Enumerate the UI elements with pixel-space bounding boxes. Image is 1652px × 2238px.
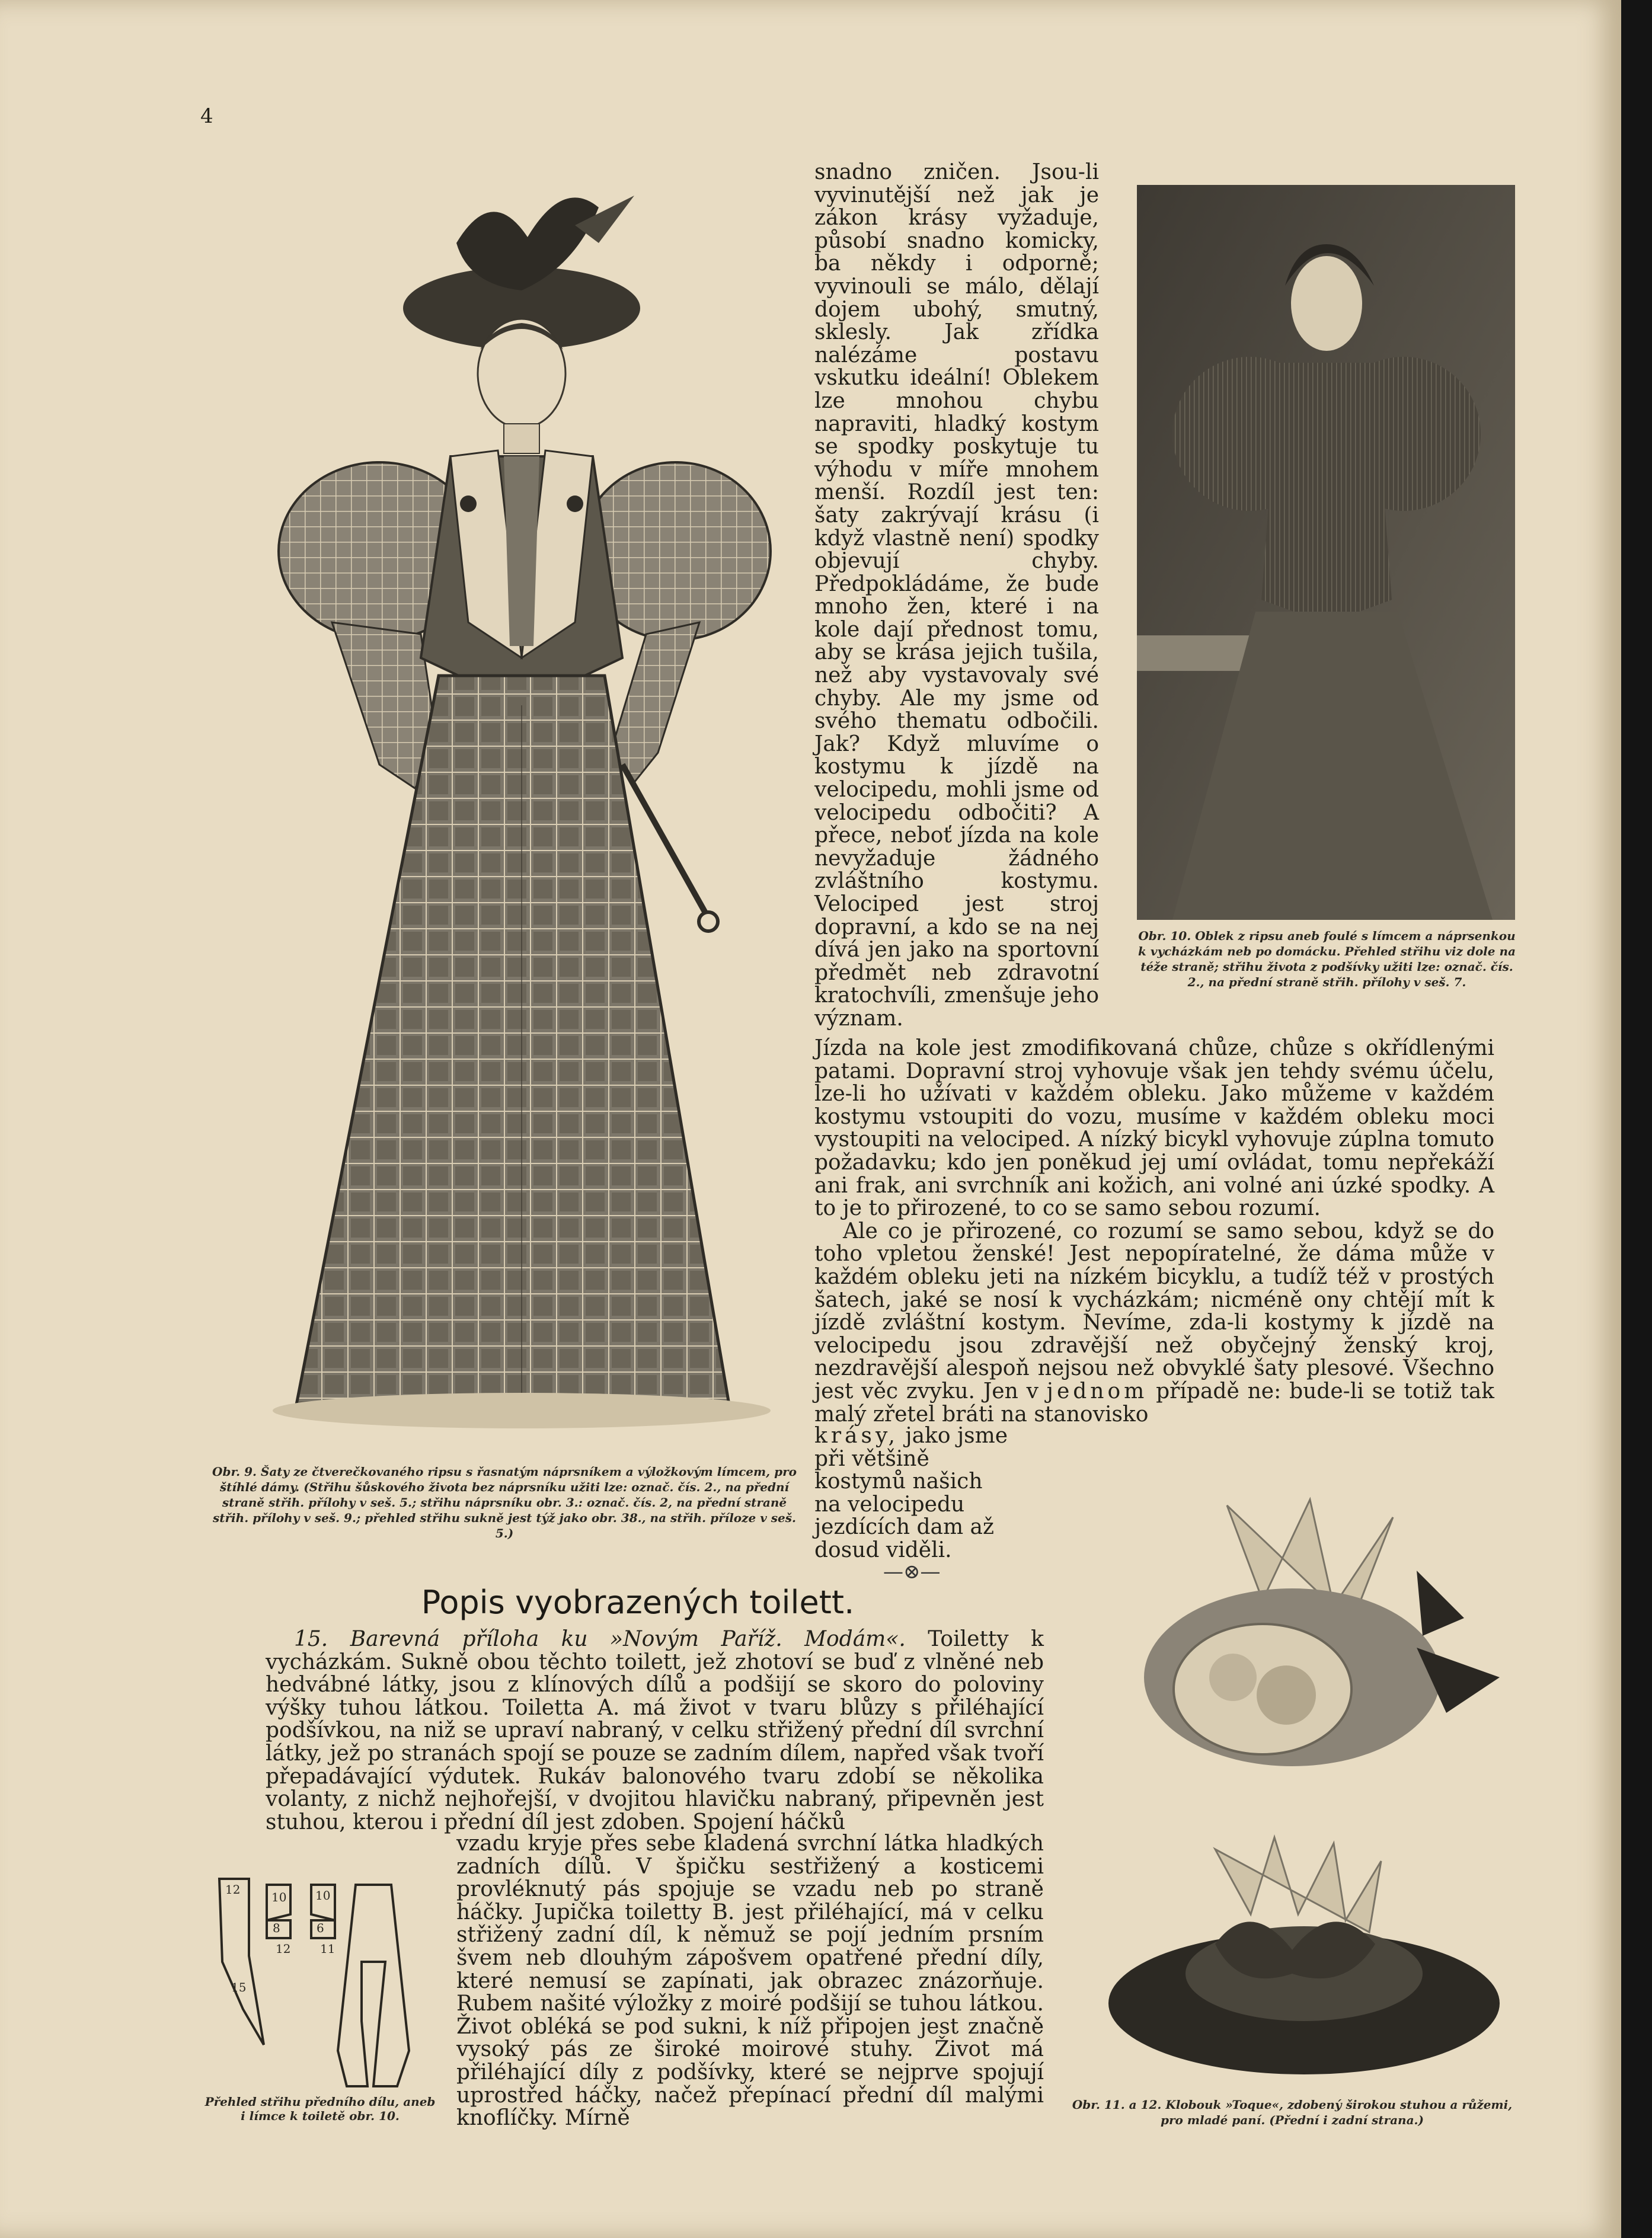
page-number: 4 [200, 104, 213, 128]
pattern-label: 10 [315, 1888, 331, 1903]
illustration-fig11-hat-front [1085, 1482, 1512, 1790]
description-body-continued: vzadu kryje přes sebe kladená svrchní látka hladkých zadních dílů. V špičku sestřižený a kosticemi provléknutý pás spojuje se vzadu neb po straně háčky. Jupička toiletty B. jest přiléhající, má v celku střižený zadní díl, k němuž se pojí jedním prsním švem neb dlouhým zápošvem opatřené přední díly, které nemusí se zapínati, jak obrazec znázorňuje. Rubem našité výložky z moiré podšijí se tuhou látkou. Život obléká se pod sukni, k níž připojen jest značně vysoký pás ze široké moirové stuhy. Život má přiléhající díly z podšívky, které se nejprve spojují uprostřed háčky, načež přepínací přední díl malými knoflíčky. Mírně [456, 1831, 1044, 2131]
spaced-word: krásy, [814, 1424, 899, 1448]
paragraph [814, 1220, 1494, 1426]
paragraph: Jízda na kole jest zmodifikovaná chůze, chůze s okřídlenými patami. Dopravní stroj vyhovuje však jen tehdy svému účelu, lze-li ho užívati v každém obleku. Jako můžeme v každém kostymu vstoupiti do vozu, musíme v každém obleku moci vystoupiti na velociped. A nízký bicykl vyhovuje zúplna tomuto požadavku; kdo jen poněkud jej umí ovládat, tomu nepřekáží ani frak, ani svrchník ani kožich, ani volné ani úzké spodky. A to je to přirozené, to co se samo sebou rozumí. [814, 1036, 1494, 1221]
paragraph-text: případě ne: bude-li se totiž tak malý zřetel bráti na stanovisko [814, 1379, 1494, 1427]
section-title: Barevná příloha ku »Novým Paříž. Modám«. [350, 1627, 906, 1651]
paragraph-text: Ale co je přirozené, co rozumí se samo sebou, když se do toho vpletou ženské! Jest nepopíratelné, že dáma může v každém obleku jeti na nízkém bicyklu, a tudíž též v prostých šatech, jaké se nosí k vycházkám; nicméně ony chtějí mít k jízdě zvláštní kostym. Nevíme, zda-li kostymy k jízdě na velocipedu jsou zdravější než obyčejný ženský kroj, nezdravější alespoň nejsou než obvyklé šaty plesové. Všechno jest věc zvyku. Jen v [814, 1219, 1494, 1403]
article-narrow-column: snadno zničen. Jsou-li vyvinutější než jak je zákon krásy vyžaduje, působí snadno komicky, ba někdy i odporně; vyvinouli se málo, dělají dojem ubohý, smutný, sklesly. Jak zřídka nalézáme postavu vskutku ideální! Oblekem lze mnohou chybu napraviti, hladký kostym se spodky poskytuje tu výhodu v míře mnohem menší. Rozdíl jest ten: šaty zakrývají krásu (i když vlastně není) spodky objevují chyby. Předpokládáme, že bude mnoho žen, které i na kole dají přednost tomu, aby se krása jejich tušila, než aby vystavovaly své chyby. Ale my jsme od svého thematu odbočili. Jak? Když mluvíme o kostymu k jízdě na velocipedu, mohli jsme od velocipedu odbočiti? A přece, neboť jízda na kole nevyžaduje žádného zvláštního kostymu. Velociped jest stroj dopravní, a kdo se na nej dívá jen jako na sportovní předmět neb zdravotní kratochvíli, zmenšuje jeho význam. [814, 160, 1099, 1031]
description-body [266, 1628, 1044, 1834]
paragraph-text: Toiletty k vycházkám. Sukně obou těchto toilett, jež zhotoví se buď z vlněné neb hedvábné látky, jsou z klínových dílů a podšijí se skoro do poloviny výšky tuhou látkou. Toiletta A. má život v tvaru blůzy s přiléhající podšívkou, na niž se upraví nabraný, v celku střižený přední díl svrchní látky, jež po stranách spojí se pouze se zadním dílem, napřed však tvoří přepadávající výdutek. Rukáv balonového tvaru zdobí se několika volanty, z nichž nejhořejší, v dvojitou hlavičku nabraný, připevněn jest stuhou, kterou i přední díl jest zdoben. Spojení háčků [266, 1627, 1044, 1834]
article-wide-column [814, 1037, 1494, 1426]
caption-pattern: Přehled střihu předního dílu, aneb i límce k toiletě obr. 10. [204, 2095, 436, 2123]
pattern-label: 15 [231, 1980, 247, 1994]
pattern-label: 11 [320, 1942, 335, 1956]
caption-fig10: Obr. 10. Oblek z ripsu aneb foulé s límcem a náprsenkou k vycházkám neb po domácku. Přehled střihu viz dole na téže straně; střihu života z podšívky užiti lze: označ. čís. 2., na přední straně střih. přílohy v seš. 7. [1138, 929, 1516, 989]
spaced-word: jednom [1046, 1379, 1148, 1403]
illustration-fig10-photo [1137, 185, 1515, 920]
section-ornament: —⊗— [883, 1560, 941, 1584]
illustration-fig12-hat-back [1097, 1825, 1512, 2086]
pattern-label: 6 [317, 1921, 324, 1935]
section-heading: Popis vyobrazených toilett. [421, 1584, 855, 1621]
pattern-label: 12 [225, 1882, 241, 1897]
pattern-label: 8 [273, 1921, 280, 1935]
pattern-label: 12 [276, 1942, 291, 1956]
pattern-label: 10 [271, 1890, 287, 1904]
illustration-fig9-checked-dress [243, 172, 800, 1452]
paragraph-text: jako jsme při většině kostymů našich na velocipedu jezdících dam až dosud viděli. [814, 1424, 1008, 1562]
section-number: 15. [294, 1627, 328, 1651]
caption-fig9: Obr. 9. Šaty ze čtverečkovaného ripsu s řasnatým náprsníkem a výložkovým límcem, pro štíhlé dámy. (Střihu šůskového života bez náprsníku užiti lze: označ. čís. 2., na přední straně střih. přílohy v seš. 5.; střihu náprsníku obr. 3.: označ. čís. 2, na přední straně střih. přílohy v seš. 9.; přehled střihu sukně jest týž jako obr. 38., na střih. příloze v seš. 5.) [212, 1465, 797, 1540]
scan-edge [1621, 0, 1652, 2238]
paragraph [266, 1628, 1044, 1834]
caption-fig11-12: Obr. 11. a 12. Klobouk »Toque«, zdobený širokou stuhou a růžemi, pro mladé paní. (Přední i zadní strana.) [1072, 2098, 1513, 2127]
article-continuation [814, 1425, 1010, 1562]
illustration-pattern-diagram [207, 1873, 445, 2092]
